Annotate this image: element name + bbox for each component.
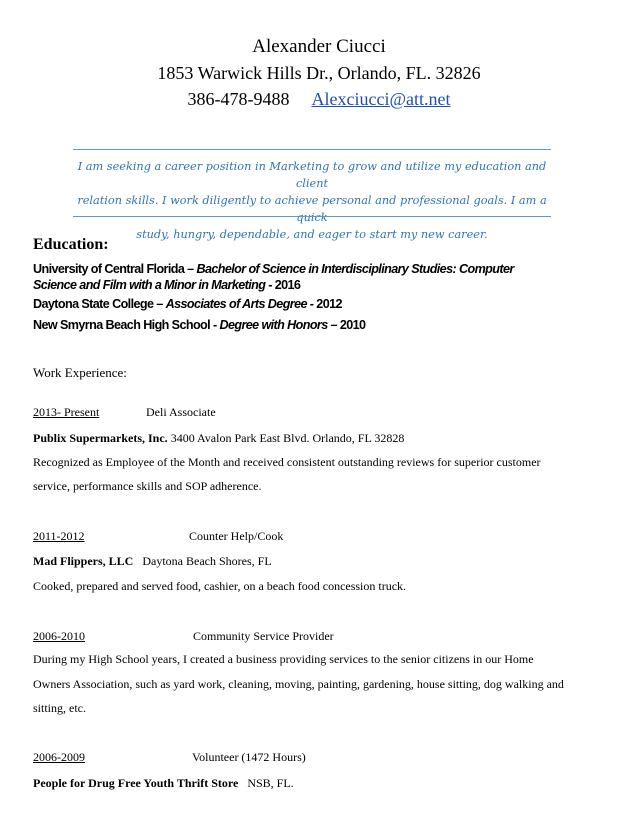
email-link[interactable]: Alexciucci@att.net <box>311 89 451 109</box>
job-header <box>33 529 293 544</box>
objective-line: I am seeking a career position in Marketing to grow and utilize my education and client <box>77 160 547 190</box>
job-description: Recognized as Employee of the Month and received consistent outstanding reviews for superior customer <box>33 455 541 469</box>
objective-line: study, hungry, dependable, and eager to start my new career. <box>136 228 488 241</box>
degree-year: - 2016 <box>265 278 301 292</box>
job-title: Volunteer (1472 Hours) <box>192 750 306 764</box>
job-title: Community Service Provider <box>193 629 334 643</box>
job-employer-line <box>33 554 272 569</box>
objective-bottom-rule <box>73 216 551 217</box>
job-description: service, performance skills and SOP adherence. <box>33 479 262 493</box>
objective-top-rule <box>73 149 551 150</box>
objective-line: relation skills. I work diligently to achieve personal and professional goals. I am a quick <box>77 194 547 224</box>
job-dates: 2013- Present <box>33 405 100 419</box>
degree-year: – 2010 <box>327 318 366 332</box>
objective-statement <box>73 158 551 243</box>
degree-name: Degree with Honors <box>219 318 328 332</box>
address-line: 1853 Warwick Hills Dr., Orlando, FL. 32826 <box>157 63 481 83</box>
work-experience-heading: Work Experience: <box>33 365 127 380</box>
employer-name: Publix Supermarkets, Inc. <box>33 431 168 445</box>
employer-location: Daytona Beach Shores, FL <box>142 554 272 568</box>
candidate-name: Alexander Ciucci <box>252 36 386 57</box>
school-name: Daytona State College – <box>33 297 166 311</box>
job-dates: 2006-2010 <box>33 629 85 643</box>
degree-name: Associates of Arts Degree <box>165 297 307 311</box>
employer-name: Mad Flippers, LLC <box>33 554 134 568</box>
degree-name: Science and Film with a Minor in Marketing <box>33 278 266 292</box>
education-entry <box>33 262 514 276</box>
job-description: During my High School years, I created a business providing services to the senior citizens in our Home <box>33 652 534 666</box>
education-entry-cont <box>33 278 300 292</box>
job-dates: 2006-2009 <box>33 750 85 764</box>
employer-name: People for Drug Free Youth Thrift Store <box>33 776 239 790</box>
degree-year: - 2012 <box>306 297 342 311</box>
contact-line <box>0 89 638 110</box>
education-entry <box>33 318 365 332</box>
employer-location: NSB, FL. <box>247 776 294 790</box>
job-employer-line <box>33 776 294 791</box>
school-name: New Smyrna Beach High School - <box>33 318 220 332</box>
job-description: sitting, etc. <box>33 701 86 715</box>
education-heading: Education: <box>33 236 109 253</box>
job-title: Deli Associate <box>146 405 216 419</box>
degree-name: Bachelor of Science in Interdisciplinary Studies: Computer <box>196 262 514 276</box>
job-header <box>33 629 346 644</box>
job-header <box>33 405 220 420</box>
education-entry <box>33 297 342 311</box>
job-header <box>33 750 321 765</box>
employer-location: 3400 Avalon Park East Blvd. Orlando, FL 32828 <box>170 431 405 445</box>
school-name: University of Central Florida – <box>33 262 197 276</box>
job-description: Cooked, prepared and served food, cashier, on a beach food concession truck. <box>33 579 407 593</box>
job-description: Owners Association, such as yard work, cleaning, moving, painting, gardening, house sitting, dog walking and <box>33 677 564 691</box>
phone-number: 386-478-9488 <box>187 89 290 109</box>
job-title: Counter Help/Cook <box>189 529 284 543</box>
job-employer-line <box>33 431 404 446</box>
job-dates: 2011-2012 <box>33 529 85 543</box>
